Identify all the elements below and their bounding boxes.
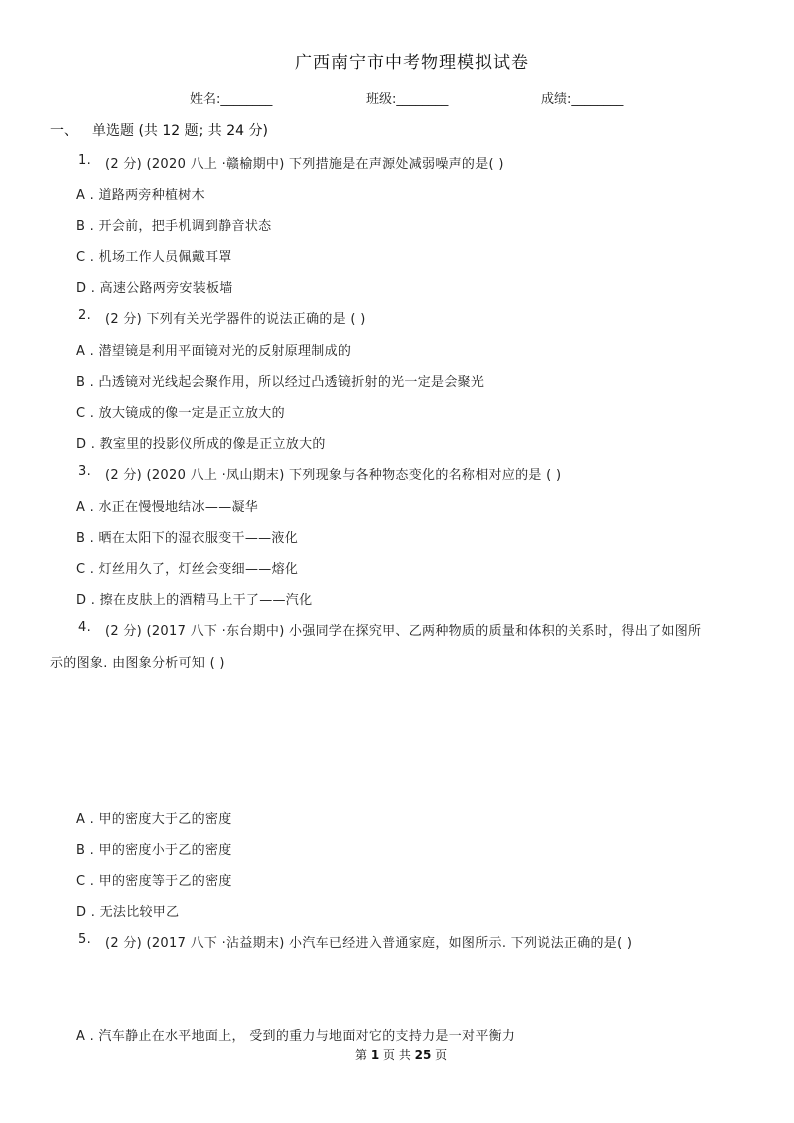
- figure-placeholder: [76, 958, 716, 1018]
- section-number: 一、: [50, 123, 78, 139]
- score-field: 成绩:________: [541, 92, 624, 107]
- option-d: D . 高速公路两旁安装板墙: [76, 281, 233, 296]
- section-title: 单选题 (共 12 题; 共 24 分): [92, 123, 268, 139]
- page-title: 广西南宁市中考物理模拟试卷: [295, 53, 529, 73]
- question-stem: (2 分) (2017 八下 ·沾益期末) 小汽车已经进入普通家庭，如图所示. 下列说法正确的是( ): [105, 936, 633, 951]
- option-d: D . 无法比较甲乙: [76, 905, 180, 920]
- question-stem-continued: 示的图象. 由图象分析可知 ( ): [50, 656, 225, 671]
- option-b: B . 晒在太阳下的湿衣服变干——液化: [76, 531, 299, 546]
- question-number: 4.: [78, 620, 92, 635]
- option-b: B . 凸透镜对光线起会聚作用，所以经过凸透镜折射的光一定是会聚光: [76, 375, 485, 390]
- option-a: A . 水正在慢慢地结冰——凝华: [76, 500, 259, 515]
- option-c: C . 甲的密度等于乙的密度: [76, 874, 232, 889]
- question-stem: (2 分) (2020 八上 ·凤山期末) 下列现象与各种物态变化的名称相对应的是 ( ): [105, 468, 562, 483]
- option-d: D . 擦在皮肤上的酒精马上干了——汽化: [76, 593, 313, 608]
- option-d: D . 教室里的投影仪所成的像是正立放大的: [76, 437, 326, 452]
- page-footer: [355, 1046, 447, 1063]
- option-b: B . 开会前，把手机调到静音状态: [76, 219, 272, 234]
- option-a: A . 潜望镜是利用平面镜对光的反射原理制成的: [76, 344, 352, 359]
- question-number: 1.: [78, 153, 92, 168]
- question-number: 2.: [78, 308, 92, 323]
- option-c: C . 灯丝用久了，灯丝会变细——熔化: [76, 562, 299, 577]
- question-stem: (2 分) (2017 八下 ·东台期中) 小强同学在探究甲、乙两种物质的质量和体积的关系时，得出了如图所: [105, 624, 702, 639]
- option-c: C . 放大镜成的像一定是正立放大的: [76, 406, 285, 421]
- question-number: 5.: [78, 932, 92, 947]
- current-page-number: 1: [370, 1048, 380, 1062]
- question-number: 3.: [78, 464, 92, 479]
- figure-placeholder: [76, 680, 716, 798]
- option-b: B . 甲的密度小于乙的密度: [76, 843, 232, 858]
- option-a: A . 甲的密度大于乙的密度: [76, 812, 232, 827]
- total-page-count: 25: [414, 1048, 432, 1062]
- option-c: C . 机场工作人员佩戴耳罩: [76, 250, 232, 265]
- option-a: A . 汽车静止在水平地面上， 受到的重力与地面对它的支持力是一对平衡力: [76, 1029, 516, 1044]
- option-a: A . 道路两旁种植树木: [76, 188, 205, 203]
- question-stem: (2 分) (2020 八上 ·赣榆期中) 下列措施是在声源处减弱噪声的是( ): [105, 157, 504, 172]
- footer-middle: 页 共: [379, 1048, 415, 1062]
- footer-prefix: 第: [355, 1048, 371, 1062]
- name-field: 姓名:________: [190, 92, 273, 107]
- question-stem: (2 分) 下列有关光学器件的说法正确的是 ( ): [105, 312, 366, 327]
- class-field: 班级:________: [366, 92, 449, 107]
- footer-suffix: 页: [431, 1048, 448, 1062]
